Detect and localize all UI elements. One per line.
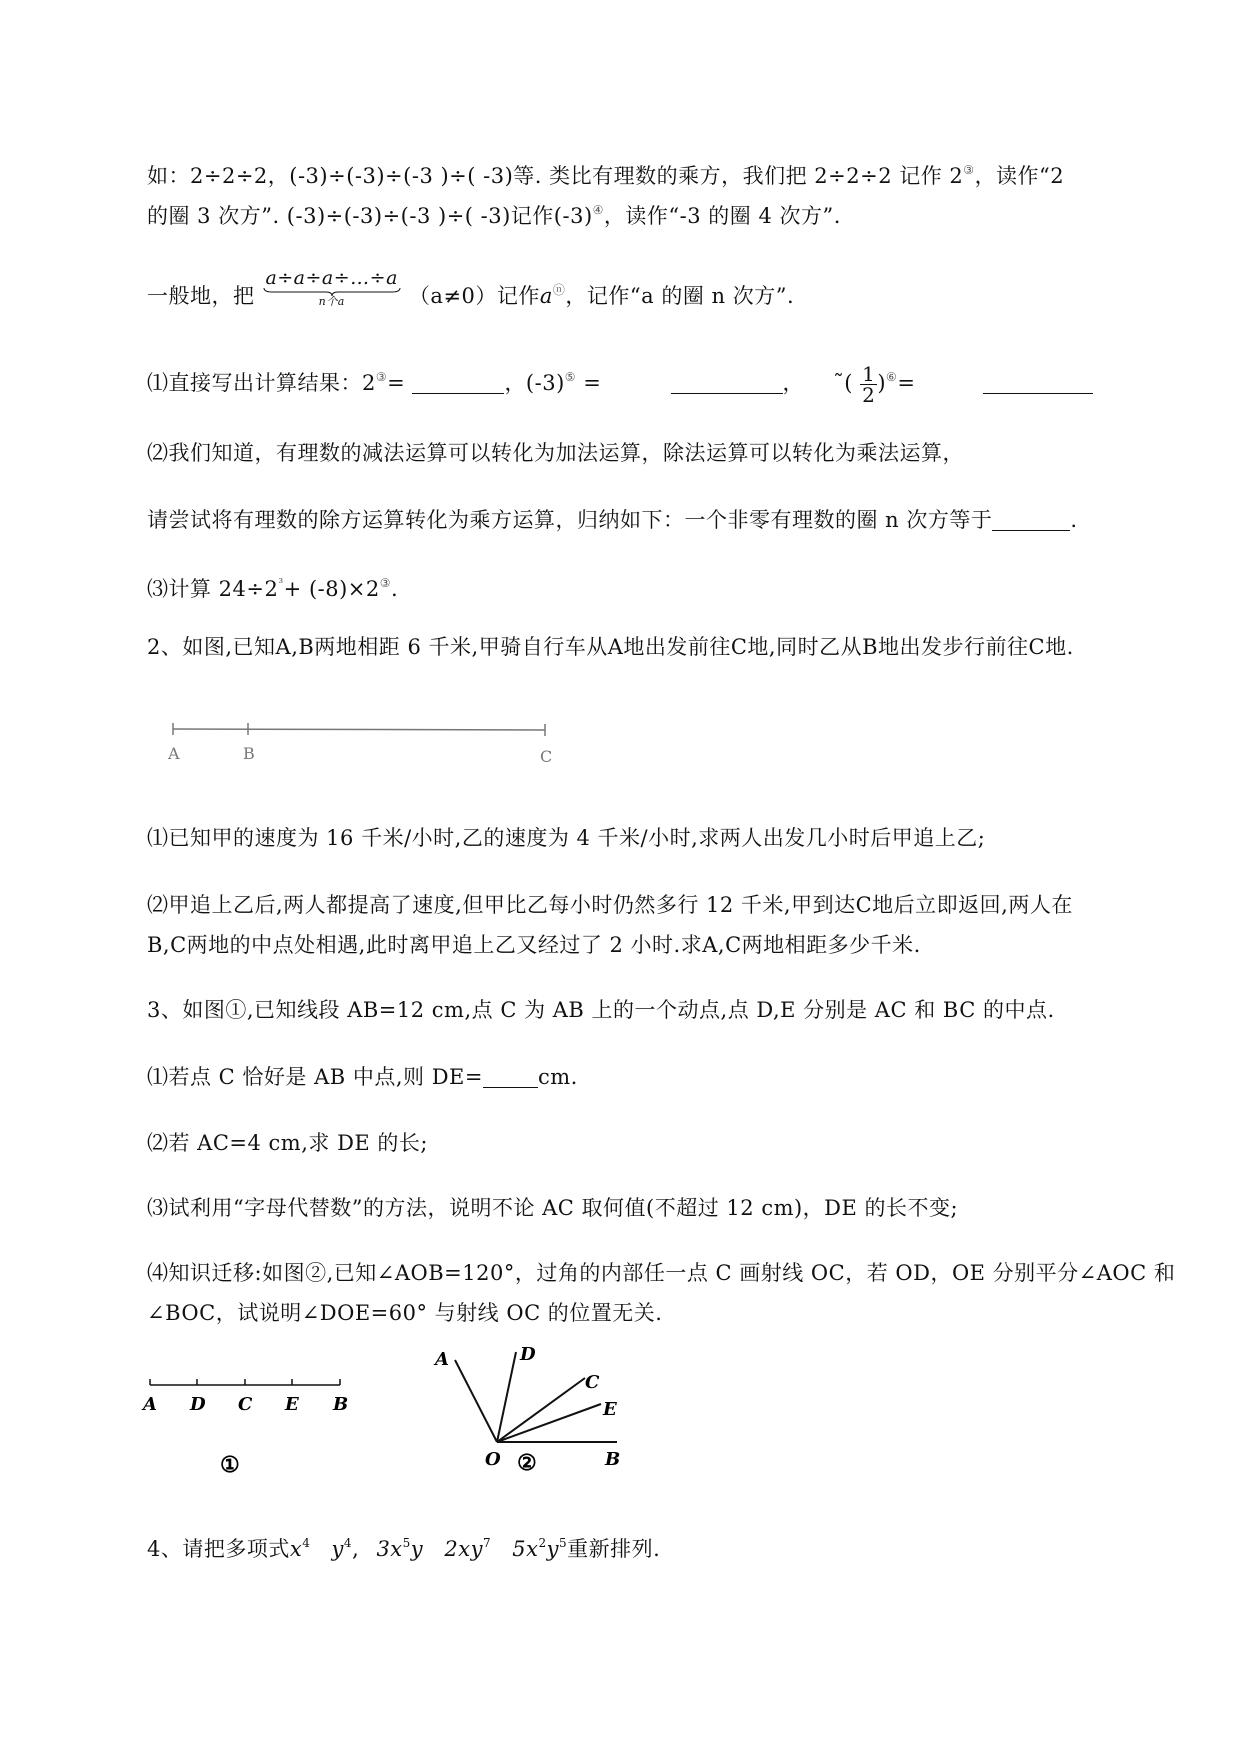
q3-part4-text: ∠BOC，试说明∠DOE=60° 与射线 OC 的位置无关. — [147, 1301, 663, 1325]
answer-blank-2[interactable] — [671, 371, 783, 394]
q3-part2 — [147, 1128, 428, 1158]
q3-stem-text: 3、如图①,已知线段 AB=12 cm,点 C 为 AB 上的一个动点,点 D,E 分别是 AC 和 BC 的中点. — [147, 998, 1055, 1022]
period: . — [391, 577, 399, 601]
fraction-one-half — [860, 364, 877, 405]
term-2xy: 2xy — [444, 1537, 483, 1561]
figure-caption-1: ① — [220, 1452, 240, 1478]
paren-open: ( — [844, 371, 853, 395]
q3-part2-text: ⑵若 AC=4 cm,求 DE 的长; — [147, 1131, 428, 1155]
label-a: A — [143, 1394, 157, 1415]
answer-blank-de[interactable] — [483, 1065, 538, 1088]
label-b: B — [333, 1394, 349, 1415]
q4-line — [147, 1528, 660, 1564]
circle-power-mark: ③ — [963, 163, 975, 177]
q3-part1-unit: cm. — [537, 1065, 578, 1089]
q3-stem — [147, 995, 1055, 1025]
circle-power-mark: ③ — [375, 370, 388, 384]
exponent: 7 — [482, 1536, 492, 1550]
exponent: 5 — [402, 1536, 411, 1550]
equals-sign: = — [583, 371, 602, 395]
brace-top-expression: a÷a÷a÷…÷a — [265, 267, 398, 289]
q2-part2-line-1 — [147, 890, 1073, 920]
q2-figure-segment — [160, 710, 560, 765]
label-a: A — [168, 744, 180, 763]
a-symbol: a — [539, 284, 553, 308]
equals-sign: = — [897, 371, 916, 395]
q2-part1 — [147, 823, 985, 853]
q3-part1 — [147, 1062, 578, 1092]
definition-line — [147, 268, 794, 311]
q3-figure-2 — [425, 1340, 645, 1490]
label-c: C — [585, 1372, 600, 1393]
q1-part2-line-1 — [147, 438, 964, 468]
q3-part4-line-2 — [147, 1298, 662, 1328]
intro-text: 的圈 3 次方”. (-3)÷(-3)÷(-3 )÷( -3)记作(-3) — [147, 204, 593, 228]
q4-prefix: 4、请把多项式 — [147, 1537, 290, 1561]
q1-part1-sep: ， — [782, 371, 805, 395]
label-e: E — [285, 1394, 299, 1415]
circle-n-mark: ⓝ — [552, 283, 566, 297]
label-o: O — [485, 1449, 501, 1470]
q1-part2-text: 请尝试将有理数的除方运算转化为乘方运算，归纳如下：一个非零有理数的圈 n 次方等于 — [147, 508, 993, 532]
intro-text: 如：2÷2÷2，(-3)÷(-3)÷(-3 )÷( -3)等. 类比有理数的乘方，我们把 2÷2÷2 记作 2 — [147, 164, 964, 188]
q4-suffix: 重新排列. — [567, 1537, 661, 1561]
q3-part3 — [147, 1193, 958, 1223]
fraction-denominator: 2 — [862, 383, 876, 407]
fraction-numerator: 1 — [862, 362, 876, 386]
ray-oe — [497, 1404, 601, 1442]
intro-text-end: ，读作“-3 的圈 4 次方”. — [603, 204, 841, 228]
ray-od — [497, 1352, 516, 1442]
q1-part1-line — [147, 362, 1093, 405]
exponent: 4 — [343, 1536, 353, 1550]
label-b: B — [605, 1449, 621, 1470]
negative-sign: ˜ — [833, 371, 845, 395]
q2-part2-line-2 — [147, 930, 921, 960]
intro-line-1 — [147, 155, 1064, 191]
term-x: x — [289, 1537, 303, 1561]
answer-blank-4[interactable] — [992, 508, 1070, 531]
term-5x: 5x — [512, 1537, 539, 1561]
label-b: B — [243, 744, 255, 763]
q2-part2-text: B,C两地的中点处相遇,此时离甲追上乙又经过了 2 小时.求A,C两地相距多少千米. — [147, 933, 921, 957]
term-y: y — [331, 1537, 344, 1561]
label-e: E — [603, 1399, 617, 1420]
segment-ac — [173, 729, 545, 730]
q1-part2-text: ⑵我们知道，有理数的减法运算可以转化为加法运算，除法运算可以转化为乘法运算， — [147, 441, 964, 465]
circle-power-mark: ③ — [379, 576, 392, 590]
term-y: y — [410, 1537, 424, 1561]
q1-part3-line — [147, 568, 398, 604]
figure-caption-2: ② — [517, 1450, 537, 1476]
label-d: D — [520, 1344, 536, 1365]
ray-oa — [455, 1360, 497, 1442]
period: . — [1070, 508, 1078, 532]
brace-bottom-label: n个a — [318, 295, 345, 308]
q2-stem — [147, 632, 1074, 662]
circle-power-mark: ⑤ — [564, 370, 577, 384]
q1-part2-line-2 — [147, 505, 1078, 535]
ray-oc — [497, 1378, 585, 1442]
exponent: 4 — [302, 1536, 311, 1550]
answer-blank-3[interactable] — [983, 371, 1093, 394]
equals-sign: = — [387, 371, 406, 395]
circle-power-mark: ④ — [592, 203, 604, 217]
exponent: 2 — [538, 1536, 547, 1550]
q3-part4-line-1 — [147, 1258, 1175, 1288]
intro-text-end: ，读作“2 — [974, 164, 1065, 188]
answer-blank-1[interactable] — [412, 371, 504, 394]
q1-part1-prefix: ⑴直接写出计算结果：2 — [147, 371, 376, 395]
q1-part1-sep: ，(-3) — [504, 371, 565, 395]
underbrace-expression — [262, 268, 402, 308]
exponent: 5 — [559, 1536, 568, 1550]
q2-part2-text: ⑵甲追上乙后,两人都提高了速度,但甲比乙每小时仍然多行 12 千米,甲到达C地后立即返回,两人在 — [147, 893, 1073, 917]
q2-part1-text: ⑴已知甲的速度为 16 千米/小时,乙的速度为 4 千米/小时,求两人出发几小时后甲追上乙; — [147, 826, 986, 850]
term-3x: 3x — [376, 1537, 403, 1561]
q1-part3-text: ⑶计算 24÷2 — [147, 577, 279, 601]
definition-suffix: ，记作“a 的圈 n 次方”. — [565, 284, 795, 308]
label-d: D — [190, 1394, 206, 1415]
q1-part3-mid: + (-8)×2 — [283, 577, 380, 601]
definition-middle: （a≠0）记作 — [408, 284, 540, 308]
q3-part1-text: ⑴若点 C 恰好是 AB 中点,则 DE= — [147, 1065, 483, 1089]
label-c: C — [540, 747, 553, 765]
q3-part4-text: ⑷知识迁移:如图②,已知∠AOB=120°，过角的内部任一点 C 画射线 OC，若 OD，OE 分别平分∠AOC 和 — [147, 1261, 1176, 1285]
circle-power-mark: ⑥ — [886, 370, 898, 384]
cube-mark: ³ — [278, 576, 284, 590]
q3-figure-1 — [140, 1365, 360, 1485]
label-c: C — [238, 1394, 253, 1415]
separator: , — [352, 1537, 360, 1561]
intro-line-2 — [147, 195, 841, 231]
q2-stem-text: 2、如图,已知A,B两地相距 6 千米,甲骑自行车从A地出发前往C地,同时乙从B地出发步行前往C地. — [147, 635, 1074, 659]
definition-prefix: 一般地，把 — [147, 284, 255, 308]
paren-close: ) — [877, 371, 887, 395]
q3-part3-text: ⑶试利用“字母代替数”的方法，说明不论 AC 取何值(不超过 12 cm)，DE 的长不变; — [147, 1196, 959, 1220]
label-a: A — [435, 1349, 449, 1370]
term-y: y — [546, 1537, 559, 1561]
